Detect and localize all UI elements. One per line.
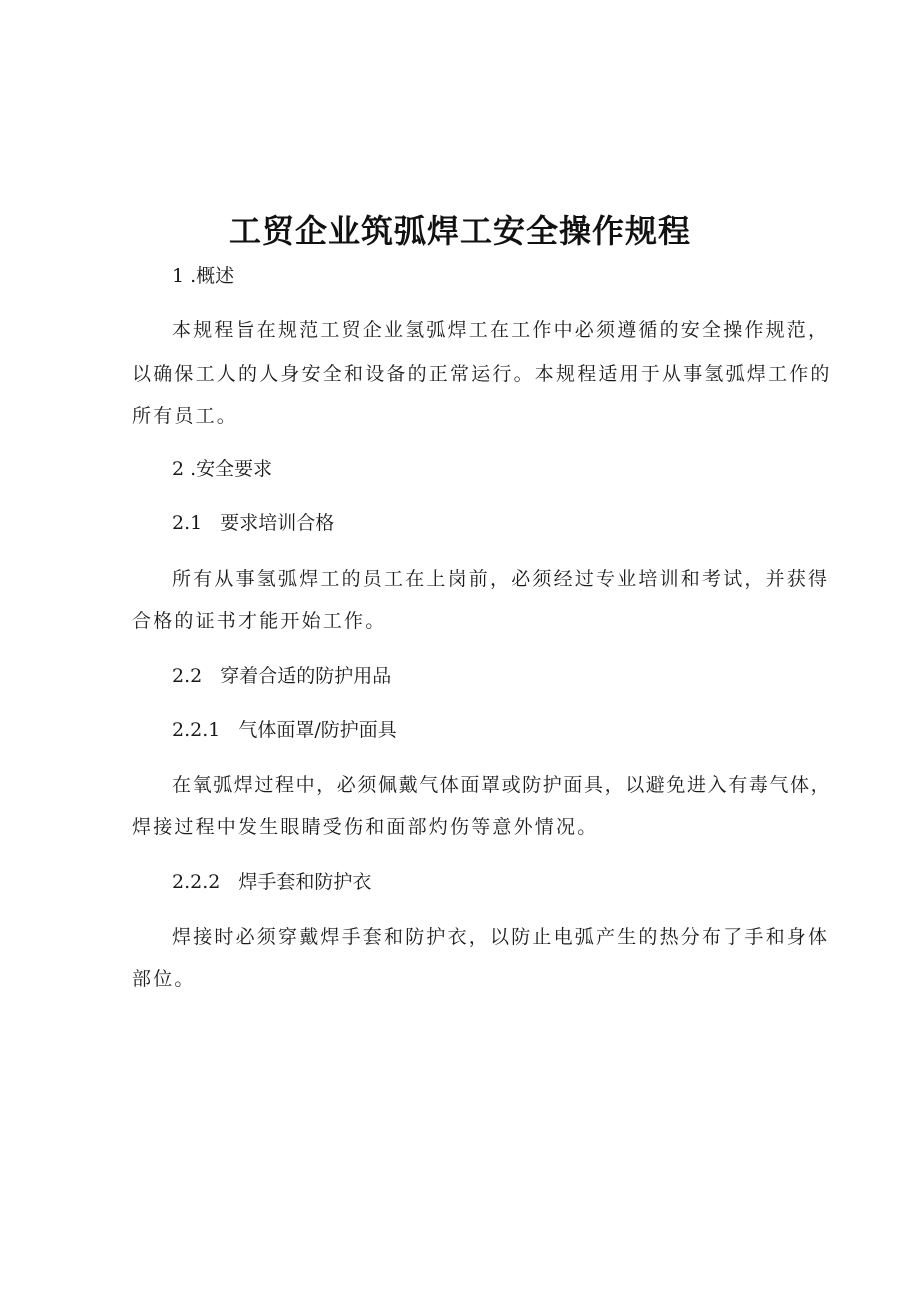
section-number: 2.2.1: [172, 719, 221, 741]
section-2-1-paragraph-line: 所有从事氢弧焊工的员工在上岗前，必须经过专业培训和考试，并获得: [172, 568, 830, 590]
section-2-heading: 2 .安全要求: [172, 458, 273, 480]
section-title: 要求培训合格: [220, 512, 335, 534]
section-title: 气体面罩/防护面具: [238, 719, 397, 741]
section-1-paragraph-line: 本规程旨在规范工贸企业氢弧焊工在工作中必须遵循的安全操作规范，: [172, 319, 830, 341]
section-2-2-2-paragraph-line: 部位。: [132, 968, 196, 990]
section-number: 2.2.2: [172, 871, 221, 893]
section-2-2-1-paragraph-line: 在氧弧焊过程中，必须佩戴气体面罩或防护面具，以避免进入有毒气体，: [172, 774, 832, 796]
section-1-heading: 1 .概述: [172, 265, 235, 287]
section-2-1-paragraph-line: 合格的证书才能开始工作。: [132, 610, 387, 632]
section-1-paragraph-line: 所有员工。: [132, 405, 239, 427]
section-1-paragraph-line: 以确保工人的人身安全和设备的正常运行。本规程适用于从事氢弧焊工作的: [132, 363, 832, 385]
section-title: 焊手套和防护衣: [238, 871, 372, 893]
section-number: 2.1: [172, 512, 203, 534]
section-2-2-1-paragraph-line: 焊接过程中发生眼睛受伤和面部灼伤等意外情况。: [132, 816, 599, 838]
section-number: 2.2: [172, 665, 203, 687]
section-2-2-heading: [172, 664, 391, 688]
section-2-2-1-heading: [172, 718, 397, 742]
section-2-1-heading: [172, 511, 334, 535]
section-title: 穿着合适的防护用品: [220, 665, 392, 687]
section-2-2-2-paragraph-line: 焊接时必须穿戴焊手套和防护衣，以防止电弧产生的热分布了手和身体: [172, 926, 830, 948]
section-2-2-2-heading: [172, 870, 371, 894]
document-title: 工贸企业筑弧焊工安全操作规程: [228, 212, 691, 250]
